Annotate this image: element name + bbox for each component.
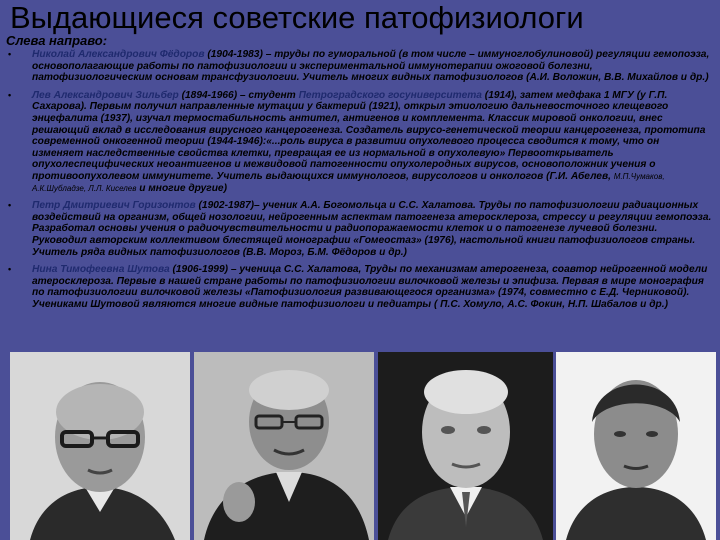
organization-name: Петроградского госуниверситета: [298, 89, 482, 101]
person-bio: (1902-1987)– ученик А.А. Богомольца и С.С. Халатова. Труды по патофизиологии радиационных воздействий на организм, общей нозологии, нейрогенным аспектам патогенеза атеросклероза, стрессу и регуляции гемопоэза. Разработал основы учения о радиочувствительности и радиопоражаемости клеток и о патогенезе лучевой болезни. Руководил авторским коллективом блестящей монографии «Гомеостаз» (1976), настольной книги патофизиологов страны. Учитель ряда видных патофизиологов (В.В. Мороз, Б.М. Фёдоров и др.): [32, 200, 712, 258]
page-title: Выдающиеся советские патофизиологи: [10, 0, 584, 35]
bullet-icon: •: [8, 89, 12, 100]
portrait-shutova: [556, 352, 716, 540]
biography-list: [0, 49, 716, 316]
person-bio: (1894-1966) – студент: [178, 89, 299, 101]
person-name: Николай Александрович Фёдоров: [32, 49, 205, 60]
portrait-fedorov: [10, 352, 190, 540]
person-name: Лев Александрович Зильбер: [32, 89, 179, 101]
list-item-gorizontov: [0, 200, 716, 258]
list-item-zilber: [0, 90, 716, 194]
subtitle: Слева направо:: [6, 33, 108, 48]
bullet-icon: •: [8, 49, 12, 59]
person-name: Нина Тимофеевна Шутова: [32, 264, 170, 276]
person-bio: (1906-1999) – ученица С.С. Халатова, Труды по механизмам атерогенеза, соавтор нейрогенной модели атеросклероза. Первые в нашей стране работы по патофизиологии вилочковой железы и эпифиза. Первая в мире монография по патофизиологии вилочковой железы «Патофизиология развивающегося организма» (1974, совместно с Е.Д. Черниковой). Учениками Шутовой являются многие видные патофизиологи и педиатры ( П.С. Хомуло, А.С. Фокин, Н.П. Шабалов и др.): [32, 264, 708, 310]
portrait-zilber: [194, 352, 374, 540]
portrait-gorizontov: [378, 352, 553, 540]
students-small: М.П.Чумаков, А.К.Шубладзе, Л.Л. Киселев: [32, 171, 665, 193]
portrait-row: [0, 352, 720, 540]
bullet-icon: •: [8, 200, 12, 211]
list-item-fedorov: [0, 49, 716, 84]
person-name: Петр Дмитриевич Горизонтов: [32, 200, 196, 212]
bullet-icon: •: [8, 264, 12, 275]
person-bio-cont: (1914), затем медфака 1 МГУ (у Г.П. Сахарова). Первым получил направленные мутации у бактерий (1921), открыл этиологию дальневосточного клещевого энцефалита (1937), изучал термостабильность антител, антигенов и комплемента. Классик мировой онкологии, внес решающий вклад в исследования вирусного канцерогенеза. Создатель вирусо-генетической теории канцерогенеза, прототипа современной онкогенной теории (1944-1946):«...роль вируса в развитии опухолевого процесса сводится к тому, что он изменяет наследственные свойства клетки, превращая ее из нормальной в опухолевую» Первооткрыватель опухолеспецифических неоантигенов и межвидовой патогенности опухолеродных вирусов, основоположник учения о противоопухолевом иммунитете. Учитель выдающихся иммунологов, вирусологов и онкологов (Г.И. Абелев,: [32, 89, 706, 182]
list-item-shutova: [0, 264, 716, 310]
person-bio-end: и многие другие): [136, 182, 227, 194]
person-bio: (1904-1983) – труды по гуморальной (в том числе – иммуноглобулиновой) регуляции гемопоэза, основополагающие работы по патофизиологии и экспериментальной иммунотерапии ожоговой болезни, патофизиологическим основам трансфузиологии. Учитель многих видных патофизиологов (А.И. Воложин, В.В. Михайлов и др.): [32, 49, 710, 84]
